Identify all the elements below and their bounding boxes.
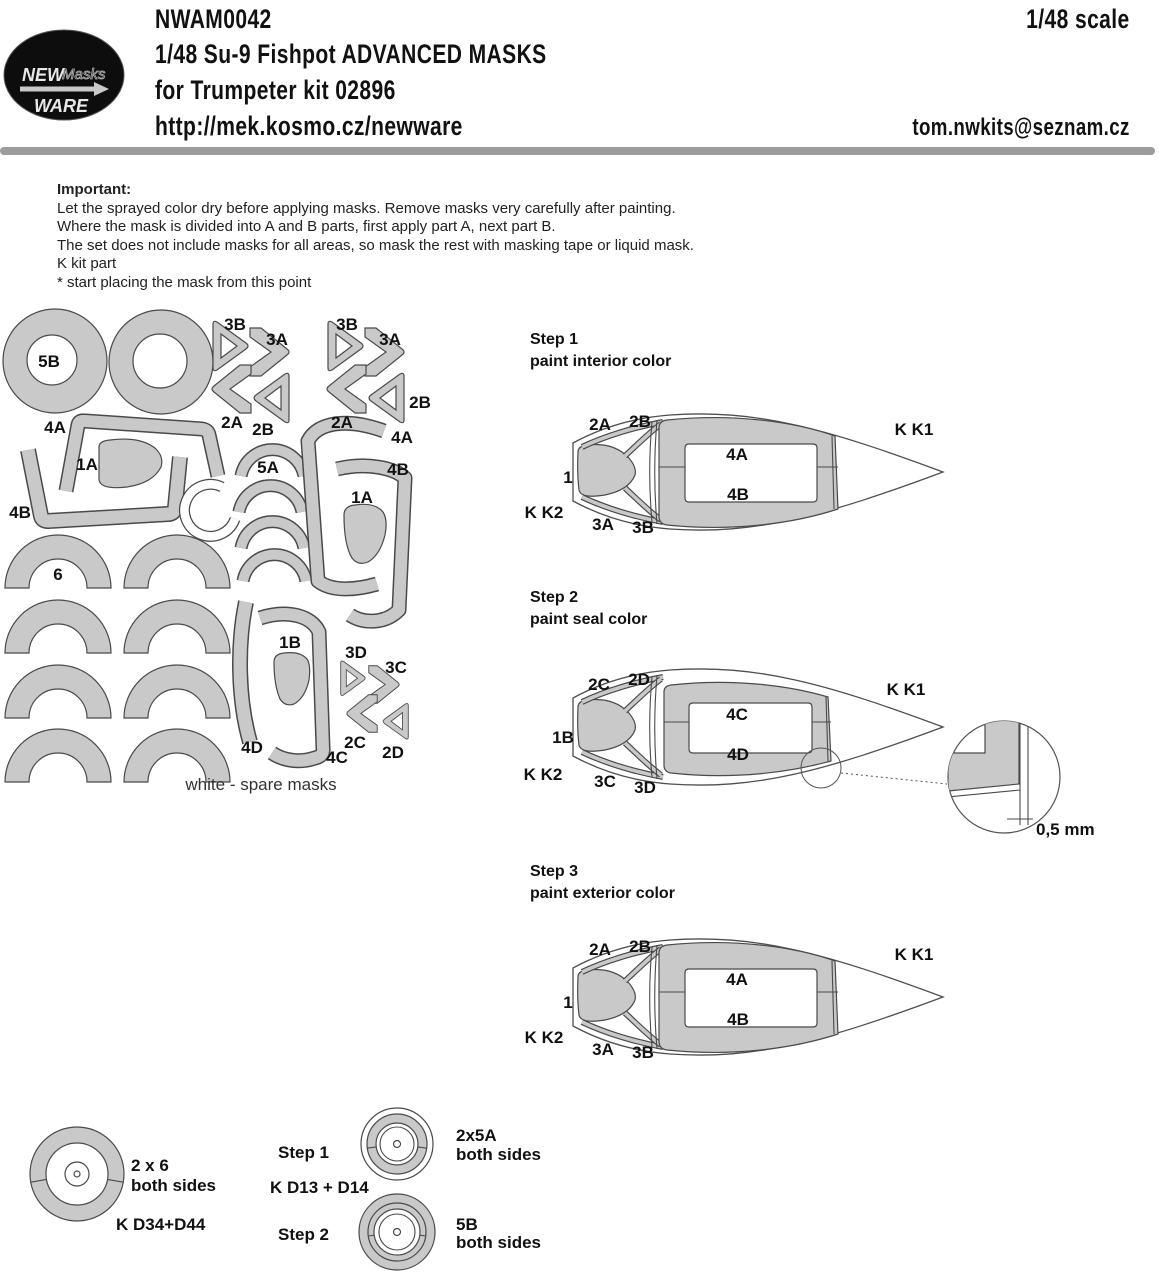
important-line: K kit part xyxy=(57,255,117,273)
donut-mask xyxy=(109,310,213,414)
mask-label: 2C xyxy=(344,733,366,752)
nose-wheel-kit-label: K D13 + D14 xyxy=(270,1178,369,1197)
mask-label: 1B xyxy=(279,633,301,652)
nose-wheel-step2-diagram xyxy=(353,1192,441,1273)
step-label: 2B xyxy=(629,937,651,956)
product-code: NWAM0042 xyxy=(155,4,272,34)
nose-wheel1-qty-label: 2x5A xyxy=(456,1126,497,1145)
main-wheel-kit-label: K D34+D44 xyxy=(116,1215,206,1234)
step-label: 3A xyxy=(592,515,614,534)
mask-label: 2A xyxy=(221,413,243,432)
mask-label: 3B xyxy=(224,315,246,334)
step-label: K K1 xyxy=(894,945,934,964)
step-label: 3D xyxy=(634,778,656,797)
step-label: 2D xyxy=(628,670,650,689)
logo-word-masks: Masks xyxy=(62,66,106,83)
step-label: 1B xyxy=(552,728,574,747)
step-label: 1 xyxy=(563,993,573,1012)
mask-label: 4B xyxy=(387,460,409,479)
nose-wheel1-sides-label: both sides xyxy=(456,1145,542,1164)
mask-label: 3C xyxy=(385,658,407,677)
step-label: K K2 xyxy=(523,765,563,784)
mask-label: 2B xyxy=(409,393,431,412)
half-donut-masks-6 xyxy=(5,535,230,782)
important-notes xyxy=(57,181,817,293)
product-subtitle: for Trumpeter kit 02896 xyxy=(155,75,396,105)
step-label: 2B xyxy=(629,412,651,431)
mask-label: 4A xyxy=(44,418,66,437)
step1-title: Step 1 xyxy=(530,331,579,348)
step3-subtitle: paint exterior color xyxy=(530,885,675,902)
nose-wheel-step1-diagram xyxy=(355,1103,439,1187)
mask-label: 1A xyxy=(76,455,98,474)
mask-label: 6 xyxy=(53,565,63,584)
step-label: 3B xyxy=(632,1043,654,1062)
logo-word-ware: WARE xyxy=(34,96,88,116)
step3-title: Step 3 xyxy=(530,863,579,880)
step-label: 3C xyxy=(594,772,616,791)
mask-label: 1A xyxy=(351,488,373,507)
mask-sheet-diagram xyxy=(0,300,460,800)
step-label: 4B xyxy=(727,1010,749,1029)
spare-mask-arc xyxy=(184,484,235,536)
nose-wheel2-sides-label: both sides xyxy=(456,1233,542,1252)
mask-label: 2B xyxy=(252,420,274,439)
nose-wheel-step1-label: Step 1 xyxy=(278,1143,330,1162)
mask-label: 4C xyxy=(326,748,348,767)
mask-label: 3A xyxy=(266,330,288,349)
mask-label: 2A xyxy=(331,413,353,432)
step-label: 4A xyxy=(726,970,748,989)
mask-label: 4A xyxy=(391,428,413,447)
step-label: K K1 xyxy=(886,680,926,699)
header-divider xyxy=(0,147,1155,155)
logo-word-new: NEW xyxy=(22,65,64,85)
step2-canopy-diagram xyxy=(525,645,1159,880)
mask-label: 4B xyxy=(9,503,31,522)
detail-leader-line xyxy=(841,773,947,784)
important-line: Let the sprayed color dry before applying masks. Remove masks very carefully after painting. xyxy=(57,199,676,217)
step-label: 4B xyxy=(727,485,749,504)
main-wheel-sides-label: both sides xyxy=(131,1176,217,1195)
step-label: K K2 xyxy=(524,503,564,522)
canopy-frame-group-right xyxy=(308,423,405,621)
mask-label: 3A xyxy=(379,330,401,349)
mask-label: 3D xyxy=(345,643,367,662)
mask-label: 3B xyxy=(336,315,358,334)
nose-wheel-step2-label: Step 2 xyxy=(278,1225,330,1244)
scale-label: 1/48 scale xyxy=(1026,4,1130,34)
step2-subtitle: paint seal color xyxy=(530,611,648,628)
step-label: 2A xyxy=(589,415,611,434)
mask-label: 2D xyxy=(382,743,404,762)
main-wheel-qty-label: 2 x 6 xyxy=(131,1156,169,1175)
step-label: 4C xyxy=(726,705,748,724)
step-label: 4A xyxy=(726,445,748,464)
mask-label: 5B xyxy=(38,352,60,371)
step-label: K K2 xyxy=(524,1028,564,1047)
contact-email: tom.nwkits@seznam.cz xyxy=(912,114,1130,141)
mask-label: 5A xyxy=(257,458,279,477)
step1-header xyxy=(530,329,671,373)
nose-wheel2-qty-label: 5B xyxy=(456,1215,478,1234)
step-label: 2A xyxy=(589,940,611,959)
detail-measure-label: 0,5 mm xyxy=(1036,820,1095,839)
step-label: 1 xyxy=(563,468,573,487)
step-label: K K1 xyxy=(894,420,934,439)
step3-canopy-diagram xyxy=(525,915,965,1145)
important-heading: Important: xyxy=(57,181,132,198)
step1-subtitle: paint interior color xyxy=(530,353,672,370)
newware-logo xyxy=(2,28,132,123)
canopy-frame-group-1b xyxy=(240,602,323,761)
website-url: http://mek.kosmo.cz/newware xyxy=(155,111,463,141)
step-label: 2C xyxy=(588,675,610,694)
important-line: The set does not include masks for all areas, so mask the rest with masking tape or liquid mask. xyxy=(57,236,694,254)
step-label: 3B xyxy=(632,518,654,537)
important-line: Where the mask is divided into A and B parts, first apply part A, next part B. xyxy=(57,218,556,236)
spare-masks-caption: white - spare masks xyxy=(185,775,337,794)
important-line: * start placing the mask from this point xyxy=(57,273,312,291)
step-label: 4D xyxy=(727,745,749,764)
mask-label: 4D xyxy=(241,738,263,757)
step1-canopy-diagram xyxy=(525,390,965,620)
product-title: 1/48 Su-9 Fishpot ADVANCED MASKS xyxy=(155,39,547,69)
detail-magnifier xyxy=(947,719,1095,839)
step-label: 3A xyxy=(592,1040,614,1059)
step2-title: Step 2 xyxy=(530,589,579,606)
